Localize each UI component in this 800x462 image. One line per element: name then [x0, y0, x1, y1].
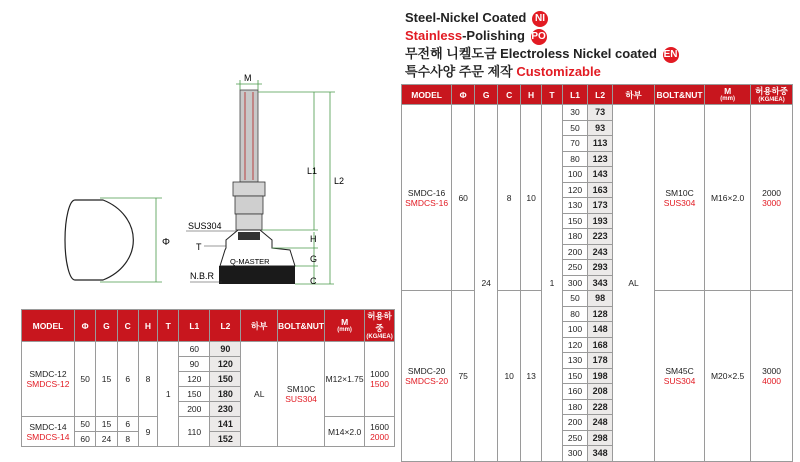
col-load-unit: (KG/4EA): [366, 334, 393, 340]
model-name-stainless: SMDCS-16: [405, 197, 449, 208]
load-cell-value: 2000: [762, 187, 782, 198]
load-cell-value-stainless: 2000: [370, 431, 389, 442]
l1-cell: 110: [179, 417, 210, 447]
bolt-cell-value-stainless: SUS304: [285, 394, 317, 404]
load-cell: [751, 291, 793, 462]
table-row: [402, 291, 793, 307]
l2-cell: 90: [210, 342, 241, 357]
model-cell: [22, 417, 75, 447]
l1-cell: 50: [562, 120, 587, 136]
model-cell: [402, 291, 452, 462]
bolt-cell: [654, 291, 704, 462]
finish-badge-en: EN: [663, 47, 679, 63]
t-cell: 1: [542, 105, 563, 462]
l1-cell: 60: [179, 342, 210, 357]
m-cell: M20×2.5: [705, 291, 751, 462]
load-cell-value: 1600: [370, 421, 389, 432]
l1-cell: 120: [562, 182, 587, 198]
l2-cell: 143: [588, 167, 613, 183]
finish-label-red: Customizable: [516, 64, 601, 79]
l2-cell: 163: [588, 182, 613, 198]
dim-t: T: [196, 242, 202, 252]
col-l1: L1: [562, 85, 587, 105]
load-cell-value-stainless: 1500: [370, 379, 389, 389]
bolt-cell: [278, 342, 325, 447]
l1-cell: 300: [562, 446, 587, 462]
finish-badge-ni: NI: [532, 11, 548, 27]
col-l2: L2: [210, 310, 241, 342]
col-c: C: [498, 85, 521, 105]
l1-cell: 250: [562, 260, 587, 276]
l1-cell: 150: [179, 387, 210, 402]
model-name-stainless: SMDCS-12: [26, 379, 70, 389]
m-cell: M14×2.0: [325, 417, 365, 447]
dim-m: M: [244, 73, 252, 83]
l2-cell: 208: [588, 384, 613, 400]
bolt-cell-value: SM10C: [665, 187, 694, 198]
l1-cell: 180: [562, 399, 587, 415]
spec-table-right: [401, 84, 793, 462]
nbr-pad: [219, 266, 295, 284]
col-base: 하부: [613, 85, 655, 105]
dim-phi: Φ: [162, 237, 170, 248]
l1-cell: 70: [562, 136, 587, 152]
load-cell: [365, 417, 395, 447]
c-cell: 6: [117, 417, 138, 432]
base-cell: AL: [613, 105, 655, 462]
finish-ni: [405, 9, 679, 27]
base-disc-top-view: [65, 200, 133, 280]
l2-cell: 198: [588, 368, 613, 384]
l2-cell: 173: [588, 198, 613, 214]
t-cell: 1: [158, 342, 179, 447]
l1-cell: 200: [179, 402, 210, 417]
col-model: MODEL: [402, 85, 452, 105]
col-l2: L2: [588, 85, 613, 105]
finish-legend: [405, 9, 679, 81]
l2-cell: 152: [210, 432, 241, 447]
l2-cell: 150: [210, 372, 241, 387]
l2-cell: 223: [588, 229, 613, 245]
l1-cell: 80: [562, 151, 587, 167]
base-cell: AL: [241, 342, 278, 447]
col-load: [365, 310, 395, 342]
model-name: SMDC-20: [407, 365, 446, 376]
bolt-cell: [654, 105, 704, 291]
l2-cell: 193: [588, 213, 613, 229]
table-row: [402, 105, 793, 121]
col-load-label: 허용하중: [755, 86, 788, 96]
l1-cell: 160: [562, 384, 587, 400]
l2-cell: 348: [588, 446, 613, 462]
col-phi: Φ: [452, 85, 475, 105]
bolt-cell-value-stainless: SUS304: [663, 375, 696, 386]
l1-cell: 130: [562, 198, 587, 214]
nut: [233, 182, 265, 196]
l2-cell: 343: [588, 275, 613, 291]
phi-cell: 50: [74, 342, 95, 417]
model-name: SMDC-16: [407, 187, 446, 198]
l2-cell: 230: [210, 402, 241, 417]
load-cell-value-stainless: 3000: [762, 197, 782, 208]
dim-l2: L2: [334, 176, 345, 186]
col-m: [705, 85, 751, 105]
h-cell: 10: [521, 105, 542, 291]
table-row: [22, 417, 395, 432]
bolt-cell-value: SM10C: [286, 384, 316, 394]
l2-cell: 178: [588, 353, 613, 369]
label-nbr: N.B.R: [190, 271, 215, 281]
phi-cell: 50: [74, 417, 95, 432]
brand-label: Q-MASTER: [230, 257, 270, 266]
l2-cell: 141: [210, 417, 241, 432]
phi-cell: 60: [74, 432, 95, 447]
l1-cell: 30: [562, 105, 587, 121]
model-name-stainless: SMDCS-20: [405, 375, 449, 386]
l2-cell: 248: [588, 415, 613, 431]
finish-label: 특수사양 주문 제작: [405, 64, 517, 79]
stud-bolt: [240, 90, 258, 182]
h-cell: 13: [521, 291, 542, 462]
col-c: C: [117, 310, 138, 342]
col-model: MODEL: [22, 310, 75, 342]
col-bolt: BOLT&NUT: [654, 85, 704, 105]
col-m-unit: (mm): [337, 327, 352, 333]
bolt-cell-value-stainless: SUS304: [663, 197, 696, 208]
g-cell: 15: [96, 342, 117, 417]
load-cell-value-stainless: 4000: [762, 375, 782, 386]
col-load-unit: (KG/4EA): [758, 97, 785, 103]
finish-en: [405, 45, 679, 63]
l1-cell: 150: [562, 368, 587, 384]
col-base: 하부: [241, 310, 278, 342]
finish-label: 무전해 니켈도금 Electroless Nickel coated: [405, 46, 657, 61]
m-cell: M12×1.75: [325, 342, 365, 417]
g-cell: 24: [96, 432, 117, 447]
dim-l1: L1: [307, 166, 318, 176]
l2-cell: 98: [588, 291, 613, 307]
g-cell: 24: [475, 105, 498, 462]
col-l1: L1: [179, 310, 210, 342]
l1-cell: 80: [562, 306, 587, 322]
l1-cell: 150: [562, 213, 587, 229]
c-cell: 8: [117, 432, 138, 447]
finish-label: -Polishing: [462, 28, 525, 43]
h-cell: 8: [138, 342, 157, 417]
c-cell: 6: [117, 342, 138, 417]
col-bolt: BOLT&NUT: [278, 310, 325, 342]
col-g: G: [96, 310, 117, 342]
label-sus304: SUS304: [188, 221, 222, 231]
bolt-cell-value: SM45C: [665, 365, 694, 376]
col-load: [751, 85, 793, 105]
phi-cell: 75: [452, 291, 475, 462]
l2-cell: 73: [588, 105, 613, 121]
load-cell: [751, 105, 793, 291]
col-m-unit: (mm): [720, 96, 735, 102]
load-cell-value: 3000: [762, 365, 782, 376]
col-m-label: M: [341, 317, 349, 327]
spec-table-left: [21, 309, 395, 447]
l2-cell: 180: [210, 387, 241, 402]
col-load-label: 허용하중: [367, 311, 392, 333]
finish-custom: [405, 63, 679, 81]
finish-label: Steel-Nickel Coated: [405, 10, 527, 25]
l1-cell: 200: [562, 415, 587, 431]
l2-cell: 293: [588, 260, 613, 276]
l2-cell: 113: [588, 136, 613, 152]
l2-cell: 168: [588, 337, 613, 353]
l1-cell: 120: [179, 372, 210, 387]
l1-cell: 120: [562, 337, 587, 353]
l1-cell: 200: [562, 244, 587, 260]
model-cell: [22, 342, 75, 417]
l2-cell: 128: [588, 306, 613, 322]
col-t: T: [542, 85, 563, 105]
model-cell: [402, 105, 452, 291]
l1-cell: 250: [562, 430, 587, 446]
m-cell: M16×2.0: [705, 105, 751, 291]
l2-cell: 123: [588, 151, 613, 167]
phi-cell: 60: [452, 105, 475, 291]
finish-label-red: Stainless: [405, 28, 463, 43]
l1-cell: 100: [562, 167, 587, 183]
col-g: G: [475, 85, 498, 105]
model-name-stainless: SMDCS-14: [26, 431, 70, 442]
c-cell: 8: [498, 105, 521, 291]
h-cell: 9: [138, 417, 157, 447]
l1-cell: 50: [562, 291, 587, 307]
l2-cell: 228: [588, 399, 613, 415]
l1-cell: 100: [562, 322, 587, 338]
col-m-label: M: [724, 86, 732, 96]
finish-badge-po: PO: [531, 29, 547, 45]
l1-cell: 180: [562, 229, 587, 245]
l2-cell: 243: [588, 244, 613, 260]
l2-cell: 298: [588, 430, 613, 446]
dim-h: H: [310, 234, 317, 244]
l1-cell: 90: [179, 357, 210, 372]
l2-cell: 120: [210, 357, 241, 372]
dim-g: G: [310, 254, 318, 264]
g-cell: 15: [96, 417, 117, 432]
leveling-foot-drawing: [0, 60, 400, 300]
load-cell: [365, 342, 395, 417]
col-h: H: [138, 310, 157, 342]
model-name: SMDC-12: [29, 369, 67, 379]
dim-c: C: [310, 276, 317, 286]
col-phi: Φ: [74, 310, 95, 342]
c-cell: 10: [498, 291, 521, 462]
load-cell-value: 1000: [370, 369, 389, 379]
table-row: [22, 342, 395, 357]
col-t: T: [158, 310, 179, 342]
model-name: SMDC-14: [29, 421, 67, 432]
l1-cell: 300: [562, 275, 587, 291]
l2-cell: 93: [588, 120, 613, 136]
finish-po: [405, 27, 679, 45]
l2-cell: 148: [588, 322, 613, 338]
l1-cell: 130: [562, 353, 587, 369]
col-m: [325, 310, 365, 342]
col-h: H: [521, 85, 542, 105]
